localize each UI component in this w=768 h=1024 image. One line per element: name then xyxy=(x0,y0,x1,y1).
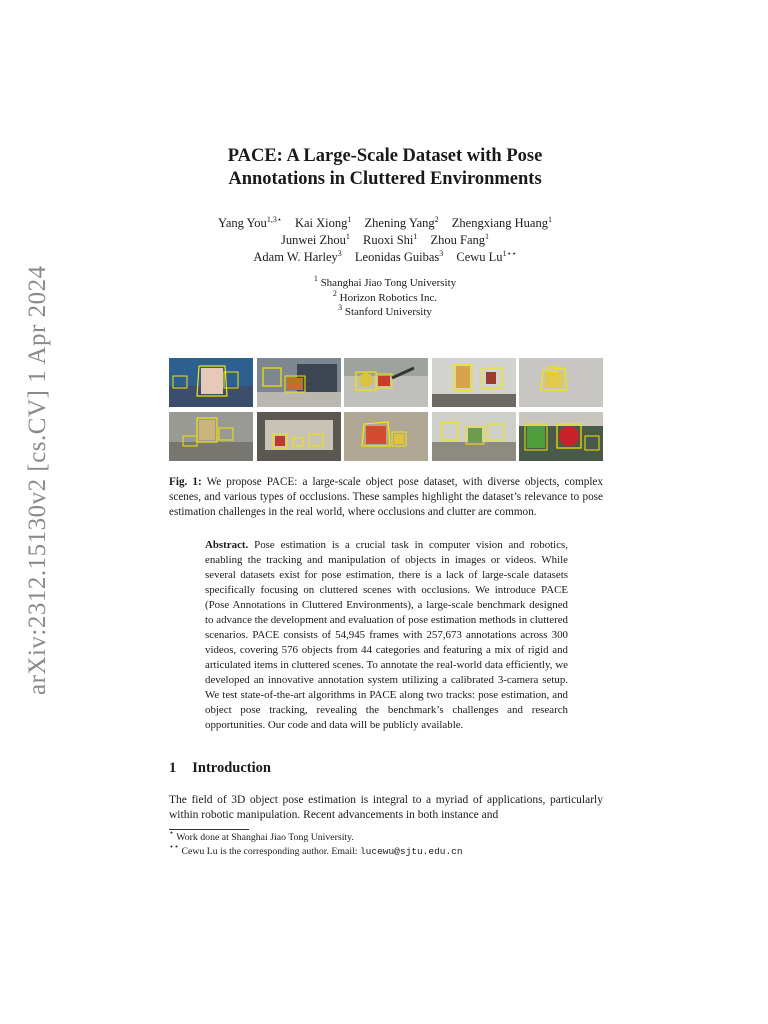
author-list xyxy=(120,215,650,266)
author: Zhou Fang$^1$ xyxy=(430,232,490,247)
figure-thumbnail xyxy=(257,412,341,461)
figure-thumbnail xyxy=(519,412,603,461)
affiliation: $^1$ Shanghai Jiao Tong University xyxy=(313,274,457,289)
figure-thumbnail xyxy=(169,358,253,407)
affiliation: $^2$ Horizon Robotics Inc. xyxy=(332,288,438,304)
intro-paragraph: The field of 3D object pose estimation is integral to a myriad of applications, particularly within robotic manipulation. Recent advancements in both instance and xyxy=(169,794,603,821)
author: Zhengxiang Huang$^1$ xyxy=(451,215,552,230)
figure-thumbnail xyxy=(169,412,253,461)
paper-title xyxy=(120,145,650,191)
footnote-rule xyxy=(169,829,249,830)
author: Leonidas Guibas$^3$ xyxy=(354,249,444,264)
author-line-2 xyxy=(120,232,650,249)
author: Cewu $Lu^{1⋆⋆}$ xyxy=(456,249,517,264)
figure-caption: Fig. 1: We propose PACE: a large-scale object pose dataset, with diverse objects, complex scenes, and various types of occlusions. These samples highlight the dataset’s relevance to pose estimation challenges in the real world, where occlusions and clutter are common. xyxy=(169,476,603,518)
arxiv-stamp: arXiv:2312.15130v2 [cs.CV] 1 Apr 2024 xyxy=(24,265,51,695)
author: Adam W. Harley$^3$ xyxy=(253,249,342,264)
email-link[interactable]: lucewu@sjtu.edu.cn xyxy=(359,846,463,857)
author-line-3 xyxy=(120,249,650,266)
figure-thumbnail xyxy=(344,412,428,461)
figure-thumbnail xyxy=(432,358,516,407)
abstract: Abstract. Pose estimation is a crucial task in computer vision and robotics, enabling the tracking and manipulation of objects in images or videos. While several datasets exist for pose estimation, there is a lack of large-scale datasets specifically focusing on cluttered scenes with occlusions. We introduce PACE (Pose Annotations in Cluttered Environments), a large-scale benchmark designed to advance the development and evaluation of pose estimation methods in cluttered scenarios. PACE consists of 54,945 frames with 257,673 annotations across 300 videos, covering 576 objects from 44 categories and featuring a mix of rigid and articulated items in cluttered scenes. To annotate the real-world data efficiently, we developed an innovative annotation system utilizing a calibrated 3-camera setup. We test state-of-the-art algorithms in PACE along two tracks: pose estimation, and object pose tracking, revealing the benchmark’s challenges and research opportunities. Our code and data will be publicly available. xyxy=(205,539,568,731)
footnotes xyxy=(169,828,603,859)
section-heading: 1 Introduction xyxy=(169,760,271,776)
footnote: ⋆⋆ Cewu Lu is the corresponding author. Email: lucewu@sjtu.edu.cn xyxy=(169,842,463,857)
title-line-2: Annotations in Cluttered Environments xyxy=(228,169,542,189)
footnote: ⋆ Work done at Shanghai Jiao Tong University. xyxy=(169,828,354,843)
author: Junwei Zhou$^1$ xyxy=(280,232,350,247)
author: Ruoxi Shi$^1$ xyxy=(363,232,418,247)
affiliation: $^3$ Stanford University xyxy=(338,303,432,318)
author-line-1 xyxy=(120,215,650,232)
author: Kai Xiong$^1$ xyxy=(294,215,352,230)
title-line-1: PACE: A Large-Scale Dataset with Pose xyxy=(227,146,543,166)
author: Yang You$^{1,3⋆}$ xyxy=(218,215,282,230)
figure-thumbnail xyxy=(344,358,428,407)
figure-thumbnail xyxy=(432,412,516,461)
affiliations xyxy=(120,276,650,320)
figure-image-grid xyxy=(169,358,603,464)
figure-thumbnail xyxy=(257,358,341,407)
author: Zhening Yang$^2$ xyxy=(364,215,439,230)
figure-thumbnail xyxy=(519,358,603,407)
